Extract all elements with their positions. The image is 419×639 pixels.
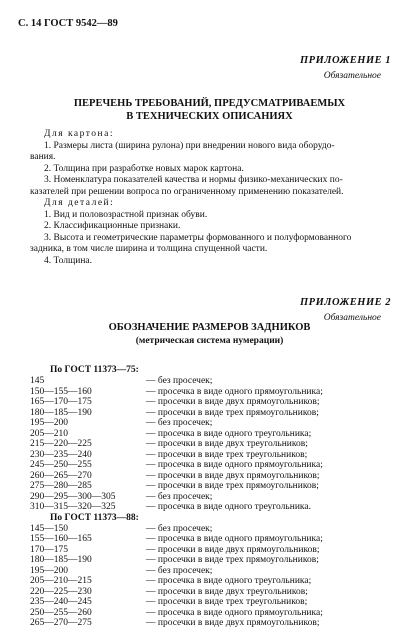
size-row [30,408,390,419]
size-description: — просечки в виде двух треугольников; [146,439,308,449]
size-range: 145 [30,376,45,386]
size-range: 215—220—225 [30,439,92,449]
size-range: 230—235—240 [30,449,92,460]
size-row [30,534,390,545]
size-row [30,429,390,440]
size-description: — просечка в виде одного треугольника; [146,576,312,586]
size-range: 150—155—160 [30,386,92,397]
size-range: 290—295—300—305 [30,491,116,502]
cardboard-heading: Для картона: [44,129,114,139]
parts-item: 4. Толщина. [44,255,93,266]
size-row [30,608,390,619]
size-description: — просечка в виде одного прямоугольника; [146,607,323,618]
size-description: — без просечек; [146,491,213,502]
size-row [30,481,390,492]
size-description: — без просечек; [146,376,213,386]
appendix2-title: ПРИЛОЖЕНИЕ 2 [300,297,391,308]
size-range: 260—265—270 [30,470,92,481]
cardboard-item: 2. Толщина при разработке новых марок картона. [44,163,244,174]
appendix1-title: ПРИЛОЖЕНИЕ 1 [300,55,391,66]
size-description: — просечки в виде двух прямоугольников; [146,618,320,628]
size-range: 195—200 [30,565,68,576]
section1-title-line1: ПЕРЕЧЕНЬ ТРЕБОВАНИЙ, ПРЕДУСМАТРИВАЕМЫХ [73,98,346,109]
size-description: — просечка в виде одного прямоугольника; [146,386,323,397]
sizes-table [30,365,390,629]
size-range: 195—200 [30,418,68,428]
size-row [30,450,390,461]
size-description: — просечка в виде одного прямоугольника; [146,534,323,544]
size-description: — просечки в виде трех прямоугольников; [146,407,319,418]
size-range: 275—280—285 [30,481,92,491]
cardboard-item: казателей при решении вопроса по ограниченному применению показателей. [30,186,344,197]
parts-heading: Для деталей: [44,198,115,208]
parts-item: задника, в том числе ширина и толщина спущенной части. [30,244,268,254]
size-row [30,397,390,408]
size-row [30,524,390,535]
size-row [30,376,390,387]
page-header: С. 14 ГОСТ 9542—89 [18,18,118,29]
size-description: — просечки в виде трех прямоугольников; [146,481,319,491]
size-row [30,587,390,598]
size-range: 165—170—175 [30,397,92,407]
cardboard-item: 3. Номенклатура показателей качества и нормы физико-механических по- [44,175,343,185]
parts-item: 3. Высота и геометрические параметры формованного и полуформованного [44,232,352,243]
size-range: 265—270—275 [30,618,92,628]
size-description: — просечки в виде двух прямоугольников; [146,544,320,555]
size-description: — без просечек; [146,565,213,576]
size-description: — просечки в виде двух прямоугольников; [146,397,320,407]
size-range: 205—210—215 [30,576,92,586]
size-row [30,618,390,629]
cardboard-item: 1. Размеры листа (ширина рулона) при внедрении нового вида оборудо- [44,140,335,151]
size-description: — просечки в виде трех треугольников; [146,597,308,607]
appendix2-subtitle: Обязательное [323,313,381,323]
size-row [30,502,390,513]
size-row [30,387,390,398]
size-row [30,576,390,587]
section1-title-line2: В ТЕХНИЧЕСКИХ ОПИСАНИЯХ [126,111,293,122]
size-row [30,460,390,471]
size-description: — просечка в виде одного треугольника. [146,502,311,512]
size-description: — без просечек; [146,418,213,428]
group-heading: По ГОСТ 11373—75: [50,365,139,375]
size-description: — просечки в виде трех прямоугольников; [146,555,319,565]
size-row [30,566,390,577]
size-row [30,555,390,566]
parts-item: 2. Классификационные признаки. [44,221,181,231]
appendix1-subtitle: Обязательное [323,71,381,81]
size-range: 245—250—255 [30,460,92,470]
size-row [30,439,390,450]
size-range: 145—150 [30,523,68,534]
section2-title: ОБОЗНАЧЕНИЕ РАЗМЕРОВ ЗАДНИКОВ [108,322,311,333]
size-row [30,471,390,482]
section1-body [30,129,395,267]
size-description: — просечка в виде одного прямоугольника; [146,460,323,470]
size-description: — просечки в виде двух треугольников; [146,586,308,597]
size-range: 220—225—230 [30,586,92,597]
size-range: 250—255—260 [30,607,92,618]
size-row [30,597,390,608]
size-description: — без просечек; [146,523,213,534]
section2-subtitle: (метрическая система нумерации) [135,336,284,346]
size-range: 155—160—165 [30,534,92,544]
size-row [30,545,390,556]
size-range: 310—315—320—325 [30,502,116,512]
parts-item: 1. Вид и половозрастной признак обуви. [44,209,208,220]
size-row [30,492,390,503]
size-range: 180—185—190 [30,555,92,565]
size-range: 235—240—245 [30,597,92,607]
size-description: — просечка в виде одного треугольника; [146,428,312,439]
size-row [30,418,390,429]
size-range: 180—185—190 [30,407,92,418]
size-description: — просечки в виде двух прямоугольников; [146,470,320,481]
size-range: 170—175 [30,544,68,555]
cardboard-item: вания. [30,152,56,162]
group-heading: По ГОСТ 11373—88: [50,512,139,523]
size-description: — просечки в виде трех треугольников; [146,449,308,460]
size-range: 205—210 [30,428,68,439]
